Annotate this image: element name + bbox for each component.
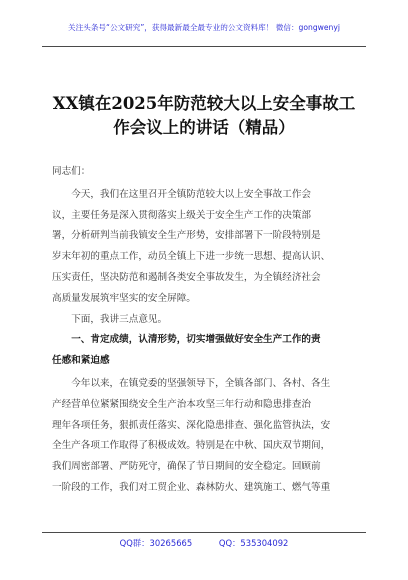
text-line: 议，主要任务是深入贯彻落实上级关于安全生产工作的决策部 (52, 209, 312, 221)
paragraph (52, 185, 358, 310)
title-line: XX镇在2025年防范较大以上安全事故工 (52, 94, 356, 113)
text-line: 岁末年初的重点工作，动员全镇上下进一步统一思想、提高认识、 (52, 251, 331, 263)
qq-group-number: QQ群：30265665 (119, 538, 193, 548)
title-line: 作会议上的讲话（精品） (113, 118, 295, 137)
text-line: 高质量发展筑牢坚实的安全屏障。 (52, 292, 196, 304)
page-footer (0, 537, 408, 549)
text-line: 今年以来，在镇党委的坚强领导下，全镇各部门、各村、各生 (71, 377, 331, 389)
text-line: 全生产各项工作取得了积极成效。特别是在中秋、国庆双节期间， (52, 440, 331, 452)
section-heading (52, 330, 358, 372)
text-line: 署，分析研判当前我镇安全生产形势，安排部署下一阶段特别是 (52, 230, 321, 242)
header-banner: 关注头条号“公文研究”，获得最新最全最专业的公文资料库！ 微信：gongwenyj (68, 23, 340, 32)
document-title (40, 92, 368, 140)
document-body (52, 162, 358, 499)
text-line: 压实责任，坚决防范和遏制各类安全事故发生，为全镇经济社会 (52, 271, 321, 283)
text-line: 我们周密部署、严防死守，确保了节日期间的安全稳定。回顾前 (52, 461, 321, 473)
header-rule (42, 46, 366, 47)
qq-number: QQ：535304092 (218, 538, 289, 548)
heading-line: 任感和紧迫感 (52, 355, 110, 367)
text-line: 一阶段的工作，我们对工贸企业、森林防火、建筑施工、燃气等重 (52, 481, 331, 493)
heading-line: 一、肯定成绩，认清形势，切实增强做好安全生产工作的责 (71, 334, 321, 346)
salutation: 同志们： (52, 166, 91, 177)
text-line: 今天，我们在这里召开全镇防范较大以上安全事故工作会 (71, 188, 312, 200)
text-line: 理年各项任务，狠抓责任落实、深化隐患排查、强化监管执法，安 (52, 419, 331, 431)
footer-rule (42, 532, 366, 533)
paragraph: 下面，我讲三点意见。 (71, 313, 168, 325)
paragraph (52, 374, 358, 499)
text-line: 产经营单位紧紧围绕安全生产治本攻坚三年行动和隐患排查治 (52, 398, 312, 410)
